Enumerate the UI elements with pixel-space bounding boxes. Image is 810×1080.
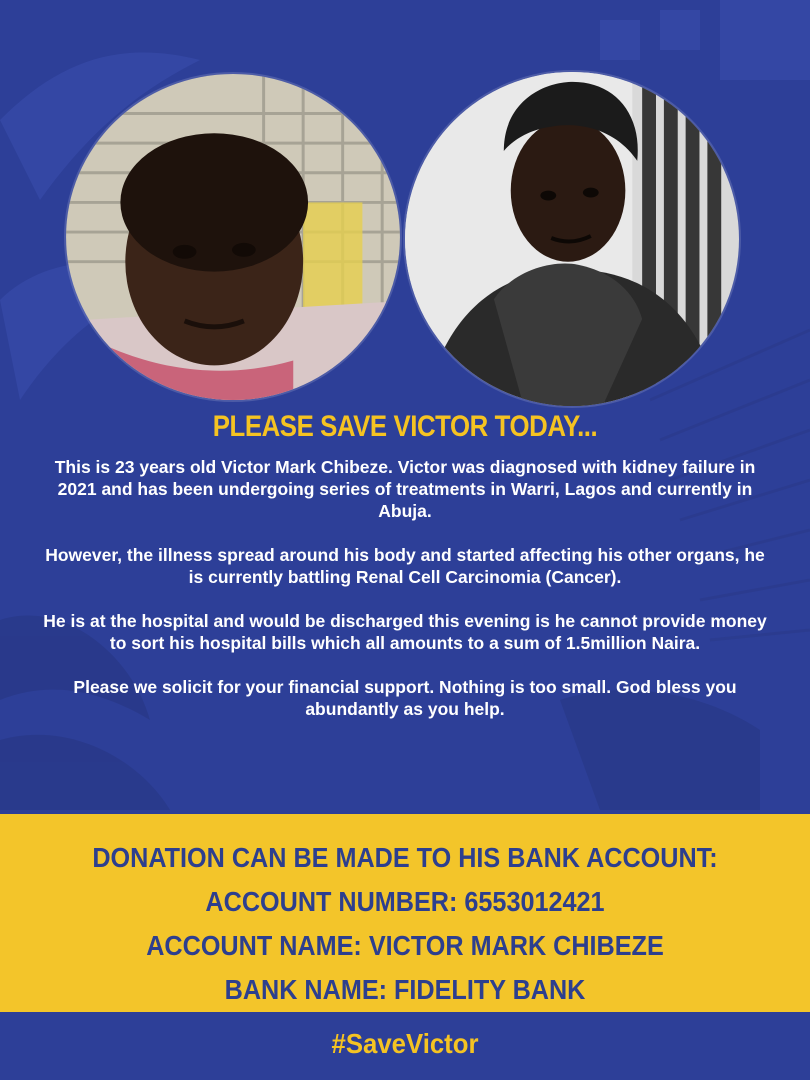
patient-hospital-photo xyxy=(64,72,402,402)
account-name: ACCOUNT NAME: VICTOR MARK CHIBEZE xyxy=(146,930,664,961)
paragraph-hospital: He is at the hospital and would be discharged this evening is he cannot provide money to sort his hospital bills which all amounts to a sum of 1.5million Naira. xyxy=(43,611,767,653)
bank-name: BANK NAME: FIDELITY BANK xyxy=(224,974,586,1005)
hashtag: #SaveVictor xyxy=(331,1028,479,1059)
paragraph-illness: However, the illness spread around his body and started affecting his other organs, he is currently battling Renal Cell Carcinomia (Cancer). xyxy=(45,545,765,587)
paragraph-appeal: Please we solicit for your financial support. Nothing is too small. God bless you abundantly as you help. xyxy=(73,677,737,719)
headline: PLEASE SAVE VICTOR TODAY... xyxy=(212,410,598,443)
donation-details-band xyxy=(0,814,810,1012)
patient-portrait-photo xyxy=(403,70,741,408)
paragraph-intro: This is 23 years old Victor Mark Chibeze. Victor was diagnosed with kidney failure in 2021 and has been undergoing series of treatments in Warri, Lagos and currently in Abuja. xyxy=(54,457,756,521)
donation-heading: DONATION CAN BE MADE TO HIS BANK ACCOUNT: xyxy=(92,842,718,873)
appeal-text xyxy=(40,456,770,720)
account-number: ACCOUNT NUMBER: 6553012421 xyxy=(205,886,605,917)
